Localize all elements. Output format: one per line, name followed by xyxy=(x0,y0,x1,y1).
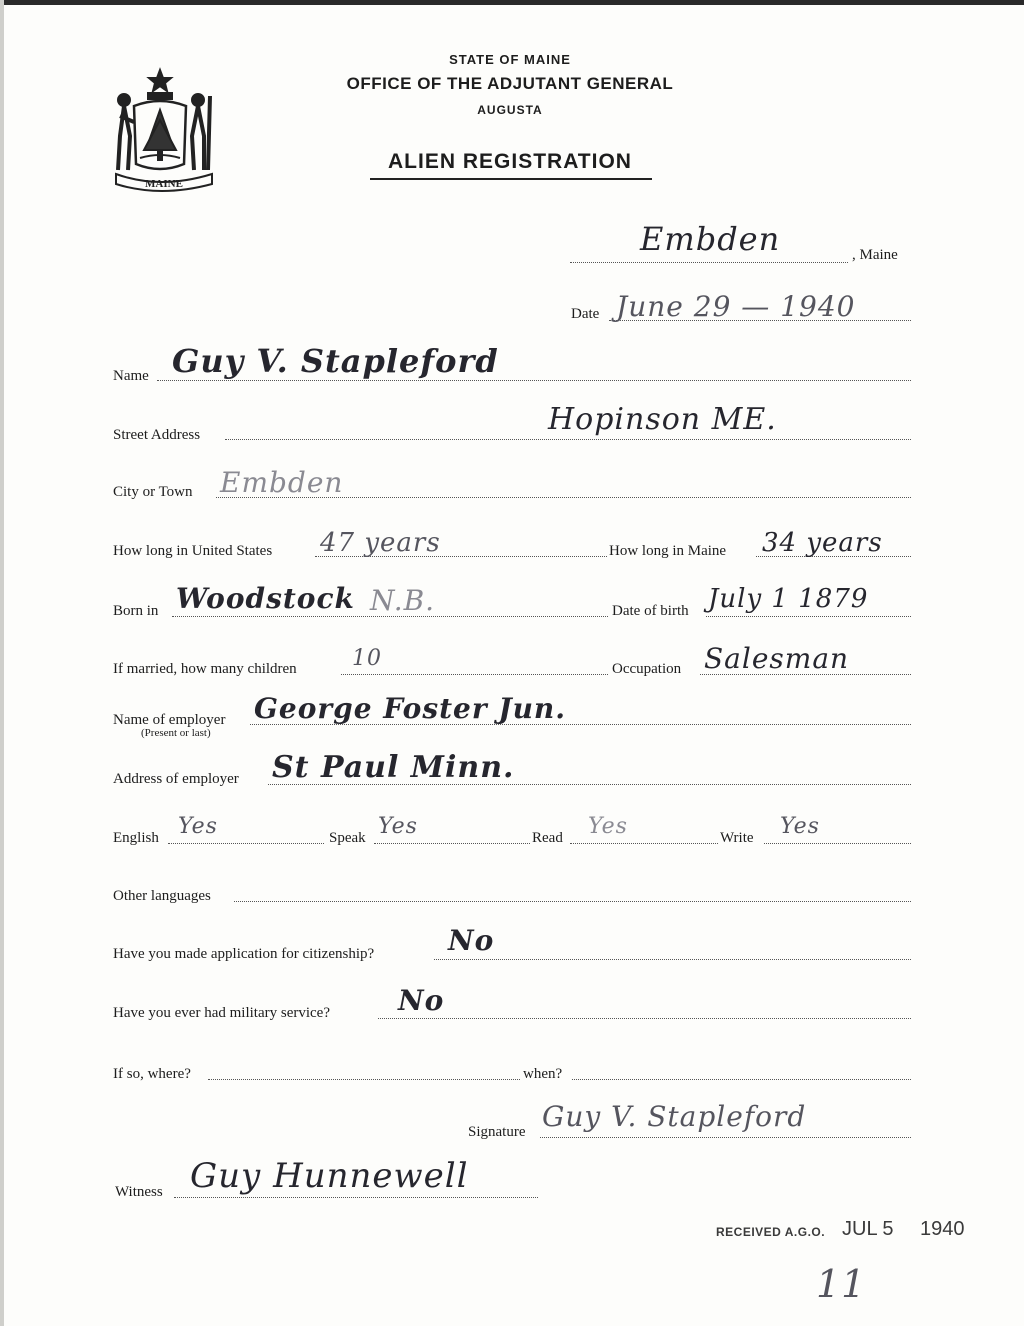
occupation-label: Occupation xyxy=(612,661,682,677)
city-label: City or Town xyxy=(113,484,193,500)
seal-banner-text: MAINE xyxy=(145,178,183,190)
name-label: Name xyxy=(113,368,149,384)
write-field xyxy=(764,843,911,844)
street-address-value: Hopinson ME. xyxy=(548,402,777,437)
date-value: June 29 — 1940 xyxy=(616,290,856,323)
form-title: ALIEN REGISTRATION xyxy=(388,150,632,173)
english-value: Yes xyxy=(178,814,218,839)
read-value: Yes xyxy=(588,814,628,839)
signature-value: Guy V. Stapleford xyxy=(542,1100,807,1133)
how-long-maine-label: How long in Maine xyxy=(609,543,727,559)
witness-field xyxy=(174,1197,538,1198)
speak-value: Yes xyxy=(378,814,418,839)
occupation-value: Salesman xyxy=(704,642,850,675)
header-office: OFFICE OF THE ADJUTANT GENERAL xyxy=(346,74,674,93)
citizenship-field xyxy=(434,959,911,960)
name-field xyxy=(157,380,911,381)
born-in-label: Born in xyxy=(113,603,159,619)
received-stamp-label: RECEIVED A.G.O. xyxy=(716,1225,826,1239)
other-languages-label: Other languages xyxy=(113,888,211,904)
when-field xyxy=(572,1079,911,1080)
header-city: AUGUSTA xyxy=(477,103,543,117)
scan-left-edge xyxy=(0,0,4,1326)
how-long-us-value: 47 years xyxy=(320,528,441,558)
citizenship-label: Have you made application for citizenship? xyxy=(113,946,375,962)
state-of-maine-seal-icon xyxy=(112,66,222,196)
dob-label: Date of birth xyxy=(612,603,689,619)
signature-label: Signature xyxy=(468,1124,526,1140)
place-value: Embden xyxy=(640,220,781,258)
english-field xyxy=(168,843,324,844)
header-state: STATE OF MAINE xyxy=(449,52,571,67)
city-value: Embden xyxy=(220,466,344,499)
where-label: If so, where? xyxy=(113,1066,191,1082)
born-in-value: Woodstock xyxy=(176,582,355,615)
dob-field xyxy=(706,616,911,617)
where-field xyxy=(208,1079,520,1080)
signature-field xyxy=(540,1137,911,1138)
date-label: Date xyxy=(571,306,600,322)
employer-value: George Foster Jun. xyxy=(254,692,567,725)
name-value: Guy V. Stapleford xyxy=(172,342,499,380)
write-value: Yes xyxy=(780,814,820,839)
employer-sublabel: (Present or last) xyxy=(141,727,211,739)
read-label: Read xyxy=(532,830,563,846)
received-stamp-date: JUL 5 xyxy=(842,1218,894,1240)
english-label: English xyxy=(113,830,159,846)
read-field xyxy=(570,843,718,844)
employer-address-label: Address of employer xyxy=(113,771,239,787)
witness-value: Guy Hunnewell xyxy=(190,1156,469,1196)
military-label: Have you ever had military service? xyxy=(113,1005,330,1021)
scan-top-edge xyxy=(0,0,1024,5)
born-in-province: N.B. xyxy=(370,584,436,617)
children-field xyxy=(341,674,608,675)
children-label: If married, how many children xyxy=(113,661,297,677)
file-mark: 11 xyxy=(816,1262,867,1306)
street-address-label: Street Address xyxy=(113,427,201,443)
military-field xyxy=(378,1018,911,1019)
employer-label: Name of employer xyxy=(113,712,226,728)
employer-address-value: St Paul Minn. xyxy=(272,750,515,785)
how-long-us-label: How long in United States xyxy=(113,543,273,559)
how-long-maine-value: 34 years xyxy=(762,528,883,558)
military-value: No xyxy=(398,984,445,1017)
speak-label: Speak xyxy=(329,830,366,846)
write-label: Write xyxy=(720,830,754,846)
title-underline xyxy=(370,178,652,180)
received-stamp-year: 1940 xyxy=(920,1218,965,1240)
witness-label: Witness xyxy=(115,1184,163,1200)
when-label: when? xyxy=(523,1066,563,1082)
dob-value: July 1 1879 xyxy=(708,584,869,614)
citizenship-value: No xyxy=(448,924,495,957)
street-address-field xyxy=(225,439,911,440)
place-field xyxy=(570,262,848,263)
children-value: 10 xyxy=(352,646,382,671)
other-languages-field xyxy=(234,901,911,902)
place-state-label: , Maine xyxy=(852,247,898,263)
speak-field xyxy=(374,843,530,844)
